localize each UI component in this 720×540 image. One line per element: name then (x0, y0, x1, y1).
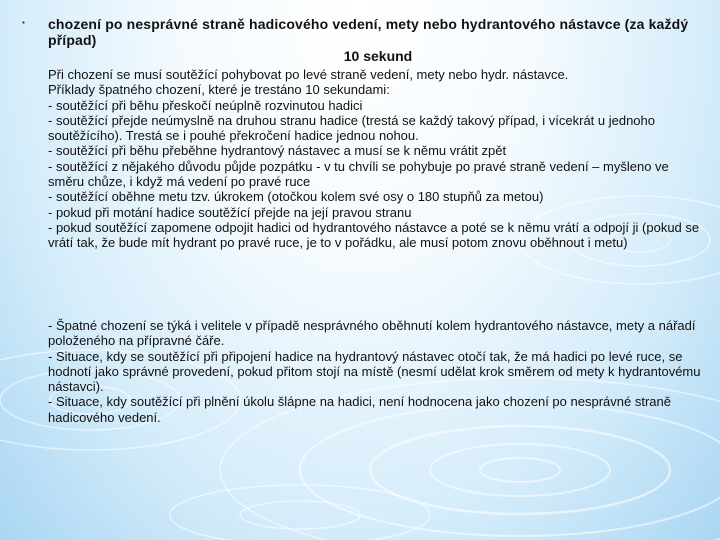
bullet-marker: ▪ (22, 18, 25, 27)
note-paragraph: - Situace, kdy se soutěžící při připojení hadice na hydrantový nástavec otočí tak, že má hadici po levé ruce, se hodnotí jako správné provedení, pokud přitom stojí na místě (nesmí udělat krok směrem od mety k hydrantovému nástavci). (48, 348, 701, 395)
rule-paragraph: - soutěžící při běhu přeběhne hydrantový nástavec a musí se k němu vrátit zpět (48, 143, 507, 159)
rule-paragraph: - pokud při motání hadice soutěžící přejde na její pravou stranu (48, 204, 412, 220)
rule-paragraph: - soutěžící oběhne metu tzv. úkrokem (otočkou kolem své osy o 180 stupňů za metou) (48, 189, 544, 205)
note-paragraph: - Situace, kdy soutěžící při plnění úkolu šlápne na hadici, není hodnocena jako chození po nesprávné straně hadicového vedení. (48, 394, 671, 425)
rule-notes (48, 318, 708, 425)
rule-paragraph: - soutěžící z nějakého důvodu půjde pozpátku - v tu chvíli se pohybuje po pravé straně vedení – myšleno ve směru chůze, i když má vedení po pravé ruce (48, 158, 669, 190)
rule-paragraph: - pokud soutěžící zapomene odpojit hadici od hydrantového nástavce a poté se k němu vrátí a odpojí ji (pokud se vrátí tak, že bude mít hydrant po pravé ruce, je to v pořádku, ale musí potom znovu oběhnout i metu) (48, 219, 700, 251)
rule-heading: chození po nesprávné straně hadicového vedení, mety nebo hydrantového nástavce (za každý případ) (48, 16, 689, 48)
note-paragraph: - Špatné chození se týká i velitele v případě nesprávného oběhnutí kolem hydrantového nástavce, mety a nářadí položeného na přípravné čáře. (48, 318, 696, 349)
penalty-time: 10 sekund (343, 48, 413, 64)
rule-paragraph: Při chození se musí soutěžící pohybovat po levé straně vedení, mety nebo hydr. nástavce. (48, 67, 569, 82)
rule-description (48, 67, 708, 251)
rule-paragraph: Příklady špatného chození, které je trestáno 10 sekundami: (48, 82, 390, 98)
rule-paragraph: - soutěžící při běhu přeskočí neúplně rozvinutou hadici (48, 97, 363, 113)
rule-paragraph: - soutěžící přejde neúmyslně na druhou stranu hadice (trestá se každý takový případ, i vícekrát u jednoho soutěžícího). Trestá se i pouhé překročení hadice jednou nohou. (48, 112, 656, 144)
